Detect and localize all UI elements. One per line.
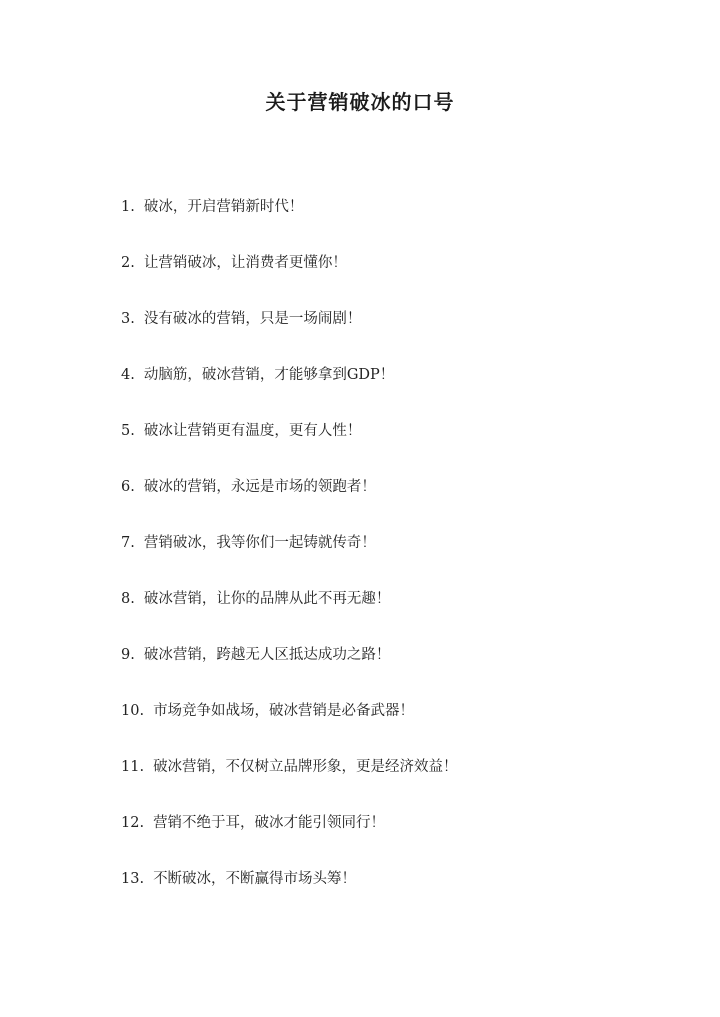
list-item [121,588,458,644]
item-number: 4. [121,367,135,383]
item-text: 破冰营销，不仅树立品牌形象，更是经济效益！ [153,759,458,775]
item-text: 破冰让营销更有温度，更有人性！ [143,423,362,439]
list-item [121,476,458,532]
item-text: 市场竞争如战场，破冰营销是必备武器！ [153,703,415,719]
item-text: 没有破冰的营销，只是一场闹剧！ [143,311,362,327]
item-text: 动脑筋，破冰营销，才能够拿到GDP！ [143,367,395,383]
slogan-list [121,196,458,924]
item-number: 1. [121,199,135,215]
item-number: 9. [121,647,135,663]
item-text: 破冰的营销，永远是市场的领跑者！ [143,479,376,495]
item-number: 3. [121,311,135,327]
item-text: 破冰营销，让你的品牌从此不再无趣！ [143,591,391,607]
item-text: 不断破冰，不断赢得市场头筹！ [153,871,357,887]
item-number: 8. [121,591,135,607]
item-text: 让营销破冰，让消费者更懂你！ [143,255,347,271]
list-item [121,756,458,812]
list-item [121,196,458,252]
item-text: 营销破冰，我等你们一起铸就传奇！ [143,535,376,551]
list-item [121,308,458,364]
list-item [121,420,458,476]
list-item [121,532,458,588]
item-text: 破冰营销，跨越无人区抵达成功之路！ [143,647,391,663]
item-number: 2. [121,255,135,271]
list-item [121,700,458,756]
item-number: 12. [121,815,145,831]
item-text: 破冰，开启营销新时代！ [143,199,304,215]
list-item [121,868,458,924]
item-number: 11. [121,759,145,775]
list-item [121,644,458,700]
item-number: 5. [121,423,135,439]
item-number: 6. [121,479,135,495]
document-title: 关于营销破冰的口号 [265,90,455,114]
item-number: 13. [121,871,145,887]
list-item [121,252,458,308]
item-number: 10. [121,703,145,719]
list-item [121,364,458,420]
list-item [121,812,458,868]
item-text: 营销不绝于耳，破冰才能引领同行！ [153,815,386,831]
item-number: 7. [121,535,135,551]
